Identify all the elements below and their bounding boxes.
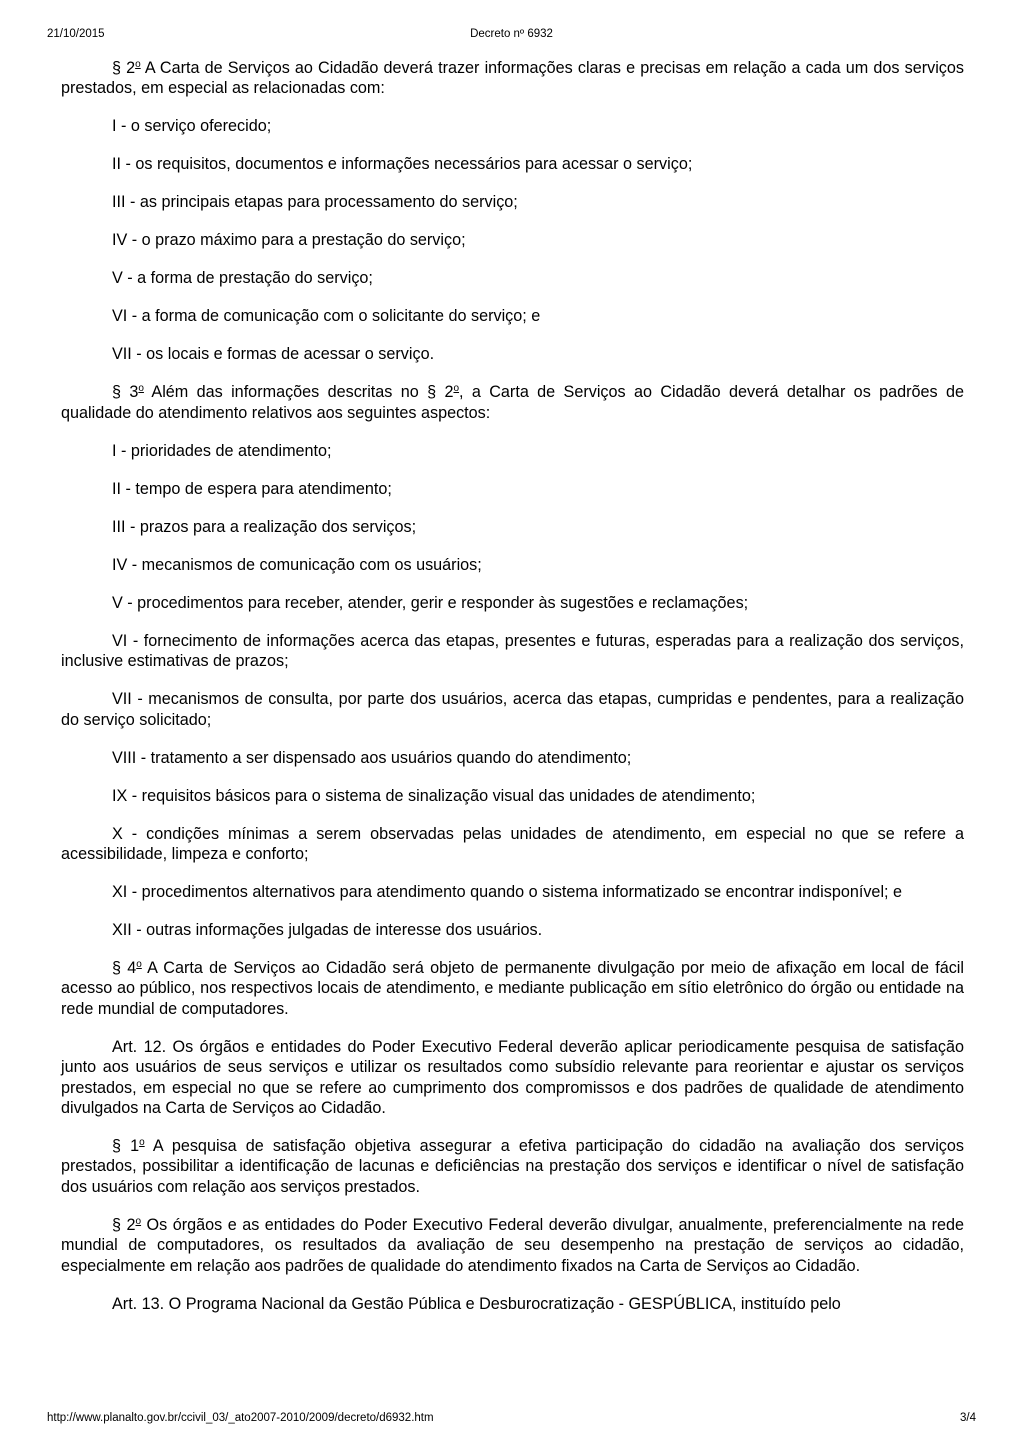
ordinal-indicator: o xyxy=(453,383,460,395)
section-symbol: § 1 xyxy=(112,1137,140,1156)
list-item: IV - o prazo máximo para a prestação do serviço; xyxy=(112,231,466,250)
section-paragraph xyxy=(61,1136,964,1197)
list-item: VII - os locais e formas de acessar o serviço. xyxy=(112,345,435,364)
paragraph-text: A pesquisa de satisfação objetiva assegurar a efetiva participação do cidadão na avaliação dos serviços prestados, possibilitar a identificação de lacunas e deficiências na prestação dos serviços e identificar o nível de satisfação dos usuários com relação aos serviços prestados. xyxy=(61,1137,964,1196)
section-symbol: § 2 xyxy=(112,59,136,77)
list-item: II - tempo de espera para atendimento; xyxy=(112,479,392,498)
list-item: I - prioridades de atendimento; xyxy=(112,441,332,460)
list-item: Art. 13. O Programa Nacional da Gestão Pública e Desburocratização - GESPÚBLICA, instituído pelo xyxy=(112,1294,841,1313)
ordinal-indicator: o xyxy=(135,1215,142,1227)
ordinal-indicator: o xyxy=(138,383,144,395)
ordinal-indicator: o xyxy=(139,1137,145,1149)
page-footer xyxy=(47,1411,976,1425)
paragraph-text: Os órgãos e as entidades do Poder Executivo Federal deverão divulgar, anualmente, preferencialmente na rede mundial de computadores, os resultados da avaliação de seu desempenho na prestação de serviços ao cidadão, especialmente em relação aos padrões de qualidade do atendimento fixados na Carta de Serviços ao Cidadão. xyxy=(61,1215,964,1275)
section-paragraph xyxy=(61,958,964,1019)
section-symbol: § 2 xyxy=(112,1215,136,1234)
section-paragraph xyxy=(61,58,964,99)
section-symbol: § 4 xyxy=(112,959,137,978)
list-item: II - os requisitos, documentos e informações necessários para acessar o serviço; xyxy=(112,155,693,174)
section-paragraph xyxy=(61,1215,964,1276)
ordinal-indicator: o xyxy=(135,59,141,70)
footer-url[interactable]: http://www.planalto.gov.br/ccivil_03/_ato2007-2010/2009/decreto/d6932.htm xyxy=(47,1412,434,1424)
list-item: V - procedimentos para receber, atender, gerir e responder às sugestões e reclamações; xyxy=(112,593,749,612)
list-item: IV - mecanismos de comunicação com os usuários; xyxy=(112,555,482,574)
paragraph-text: A Carta de Serviços ao Cidadão será objeto de permanente divulgação por meio de afixação em local de fácil acesso ao público, nos respectivos locais de atendimento, e mediante publicação em sítio eletrônico do órgão ou entidade na rede mundial de computadores. xyxy=(61,959,964,1018)
list-item: IX - requisitos básicos para o sistema de sinalização visual das unidades de atendimento; xyxy=(112,786,756,805)
document-body xyxy=(61,58,964,1332)
paragraph-text: Além das informações descritas no § 2 xyxy=(143,383,454,402)
header-date: 21/10/2015 xyxy=(47,28,105,40)
list-item: VIII - tratamento a ser dispensado aos usuários quando do atendimento; xyxy=(112,748,632,767)
list-item: VI - fornecimento de informações acerca das etapas, presentes e futuras, esperadas para a realização dos serviços, inclusive estimativas de prazos; xyxy=(61,631,964,671)
list-item: III - prazos para a realização dos serviços; xyxy=(112,517,417,536)
section-paragraph xyxy=(61,382,964,423)
list-item: VII - mecanismos de consulta, por parte dos usuários, acerca das etapas, cumpridas e pendentes, para a realização do serviço solicitado; xyxy=(61,690,964,729)
section-symbol: § 3 xyxy=(112,383,139,402)
paragraph-text: , a Carta de Serviços ao Cidadão deverá detalhar os padrões de qualidade do atendimento relativos aos seguintes aspectos: xyxy=(61,383,964,422)
list-item: I - o serviço oferecido; xyxy=(112,117,272,136)
list-item: Art. 12. Os órgãos e entidades do Poder Executivo Federal deverão aplicar periodicamente pesquisa de satisfação junto aos usuários de seus serviços e utilizar os resultados como subsídio relevante para reorientar e ajustar os serviços prestados, em especial no que se refere ao cumprimento dos compromissos e dos padrões de qualidade de atendimento divulgados na Carta de Serviços ao Cidadão. xyxy=(61,1037,964,1118)
ordinal-indicator: o xyxy=(136,959,142,971)
list-item: V - a forma de prestação do serviço; xyxy=(112,269,373,288)
page-header xyxy=(47,27,976,41)
list-item: III - as principais etapas para processamento do serviço; xyxy=(112,193,518,212)
header-title: Decreto nº 6932 xyxy=(470,28,553,40)
paragraph-text: A Carta de Serviços ao Cidadão deverá trazer informações claras e precisas em relação a cada um dos serviços prestados, em especial as relacionadas com: xyxy=(61,59,964,98)
footer-page-number: 3/4 xyxy=(960,1412,976,1424)
list-item: XII - outras informações julgadas de interesse dos usuários. xyxy=(112,921,543,940)
list-item: XI - procedimentos alternativos para atendimento quando o sistema informatizado se encontrar indisponível; e xyxy=(112,883,903,902)
list-item: VI - a forma de comunicação com o solicitante do serviço; e xyxy=(112,307,541,326)
list-item: X - condições mínimas a serem observadas pelas unidades de atendimento, em especial no que se refere a acessibilidade, limpeza e conforto; xyxy=(61,824,964,864)
